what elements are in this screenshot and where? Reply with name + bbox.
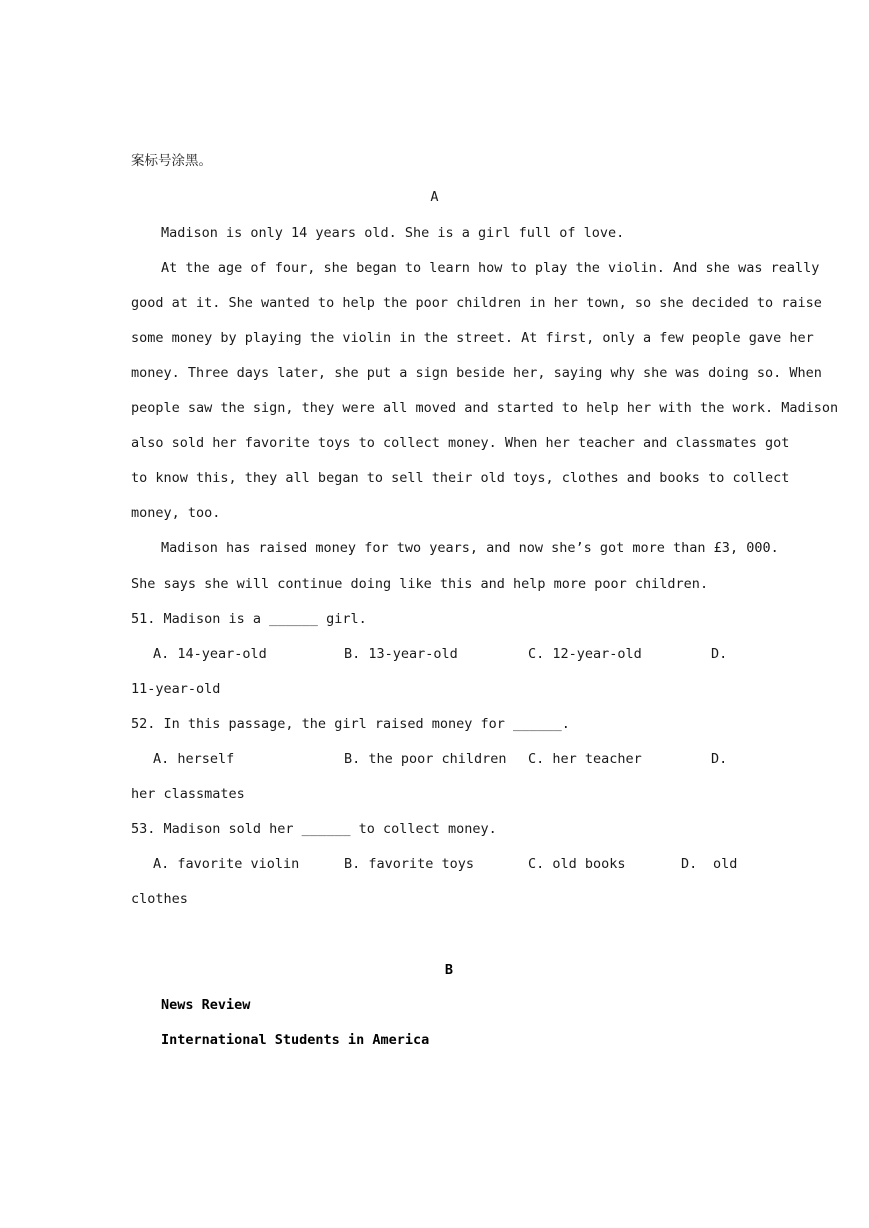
question-stem: 52. In this passage, the girl raised money for ______. <box>131 716 570 732</box>
passage-line: money, too. <box>131 505 221 521</box>
passage-line: money. Three days later, she put a sign beside her, saying why she was doing so. When <box>131 365 822 381</box>
option-b: B. the poor children <box>344 751 507 767</box>
passage-line: some money by playing the violin in the street. At first, only a few people gave her <box>131 330 814 346</box>
section-b-label: B <box>444 962 454 978</box>
passage-line: Madison is only 14 years old. She is a girl full of love. <box>161 225 625 241</box>
section-b-subheading: International Students in America <box>161 1032 430 1048</box>
option-d-wrap: clothes <box>131 891 188 907</box>
passage-line: also sold her favorite toys to collect money. When her teacher and classmates got <box>131 435 790 451</box>
option-b: B. favorite toys <box>344 856 475 872</box>
passage-line: At the age of four, she began to learn how to play the violin. And she was really <box>161 260 820 276</box>
passage-line: She says she will continue doing like this and help more poor children. <box>131 576 709 592</box>
option-d-wrap: her classmates <box>131 786 245 802</box>
option-b: B. 13-year-old <box>344 646 458 662</box>
option-a: A. favorite violin <box>153 856 300 872</box>
option-a: A. herself <box>153 751 235 767</box>
option-d-wrap: 11-year-old <box>131 681 221 697</box>
option-d: D. <box>711 646 728 662</box>
header-fragment: 案标号涂黑。 <box>131 153 212 169</box>
option-c: C. 12-year-old <box>528 646 642 662</box>
section-b-heading: News Review <box>161 997 251 1013</box>
question-stem: 51. Madison is a ______ girl. <box>131 611 367 627</box>
option-d-text: old <box>713 856 738 872</box>
passage-line: people saw the sign, they were all moved and started to help her with the work. Madison <box>131 400 839 416</box>
option-d: D. <box>681 856 698 872</box>
passage-line: to know this, they all began to sell their old toys, clothes and books to collect <box>131 470 790 486</box>
section-a-label: A <box>430 189 439 205</box>
question-stem: 53. Madison sold her ______ to collect money. <box>131 821 497 837</box>
option-a: A. 14-year-old <box>153 646 267 662</box>
passage-line: Madison has raised money for two years, and now she’s got more than £3, 000. <box>161 540 779 556</box>
option-d: D. <box>711 751 728 767</box>
option-c: C. old books <box>528 856 626 872</box>
option-c: C. her teacher <box>528 751 642 767</box>
passage-line: good at it. She wanted to help the poor children in her town, so she decided to raise <box>131 295 822 311</box>
